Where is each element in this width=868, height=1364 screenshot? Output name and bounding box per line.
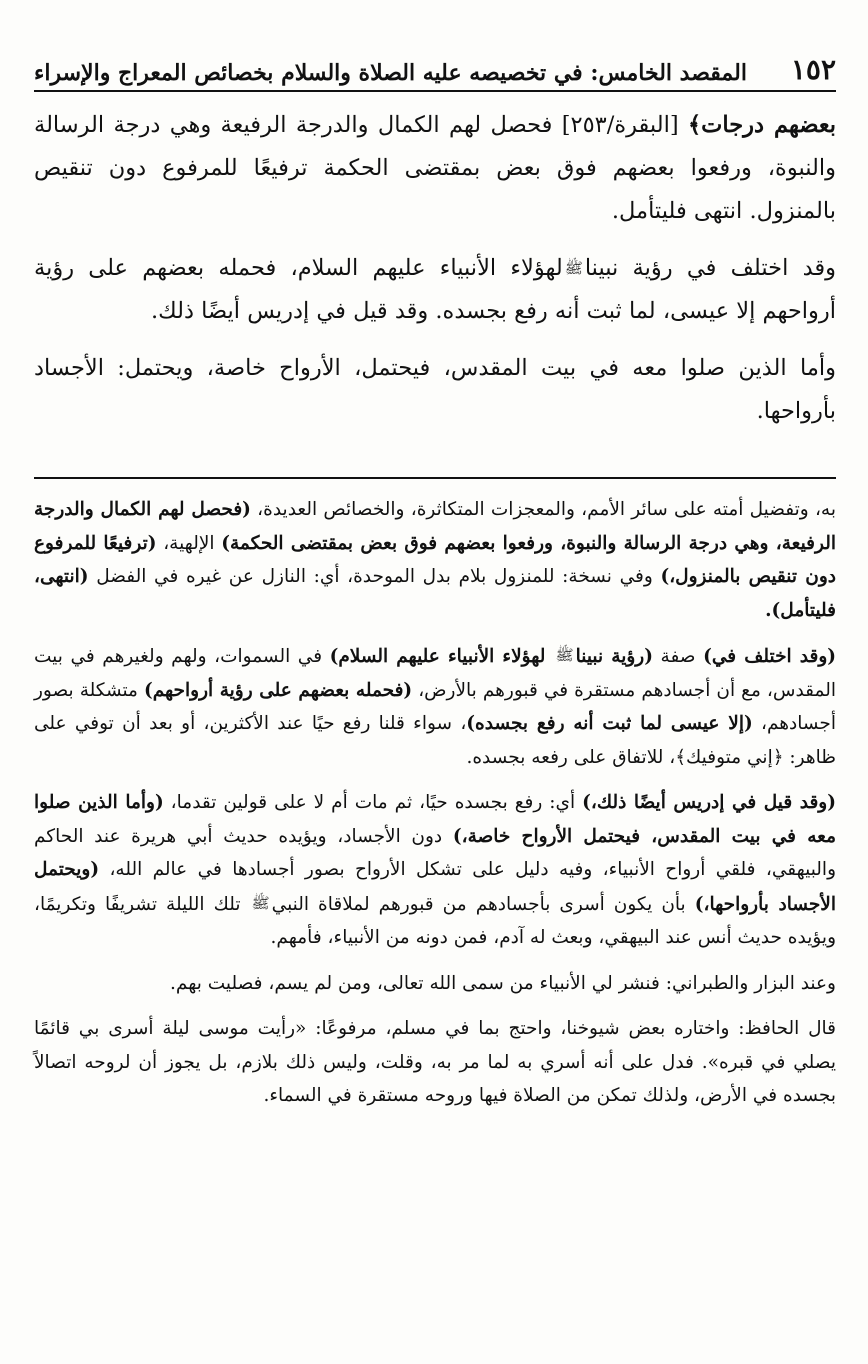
quoted-text-segment: (ترفيعًا للمرفوع دون تنقيص بالمنزول،) [34,532,836,587]
quoted-text-segment: (رؤية نبينا [575,646,653,667]
commentary-paragraph-1 [34,493,836,627]
quoted-text-segment: لهؤلاء الأنبياء عليهم السلام) [329,646,554,667]
main-text [34,104,836,447]
text-segment: الإلهية، [156,532,222,554]
quoted-text-segment: بعضهم درجات﴾ [687,112,836,138]
quoted-text-segment: (انتهى، فليتأمل). [34,566,836,621]
main-paragraph-3: وأما الذين صلوا معه في بيت المقدس، فيحتمل، الأرواح خاصة، ويحتمل: الأجساد بأرواحها. [34,355,836,424]
text-segment: متشكلة بصور أجسادهم، [34,679,837,734]
salawat-icon: ﷺ [555,646,574,664]
text-segment: صفة [652,646,704,667]
text-segment: في السموات، ولهم ولغيرهم في بيت المقدس، مع أن أجسادهم مستقرة في قبورهم بالأرض، [34,646,836,701]
running-title: المقصد الخامس: في تخصيصه عليه الصلاة والسلام بخصائص المعراج والإسراء [34,60,747,86]
text-segment: قال الحافظ: واختاره بعض شيوخنا، واحتج بما في مسلم، مرفوعًا: «رأيت موسى ليلة أسرى بي قائمًا يصلي في قبره». فدل على أنه أسري به لما مر به، وقلت، وليس ذلك بلازم، بل يجوز أن لروحه اتصالاً بجسده في الأرض، ولذلك تمكن من الصلاة فيها وروحه مستقرة في السماء. [34,1018,836,1106]
commentary-paragraph-3 [34,786,836,955]
salawat-icon: ﷺ [564,259,583,277]
text-segment: بأن يكون أسرى بأجسادهم من قبورهم لملاقاة النبي [271,893,695,915]
commentary-paragraph-2 [34,639,836,774]
commentary-paragraph-4: وعند البزار والطبراني: فنشر لي الأنبياء من سمى الله تعالى، ومن لم يسم، فصليت بهم. [170,972,836,994]
footnote-divider [34,477,836,479]
main-paragraph-1 [34,104,836,233]
text-segment: تلك الليلة تشريفًا وتكريمًا، ويؤيده حديث أنس عند البيهقي، وبعث له آدم، فمن دونه من الأنبياء، فأمهم. [34,893,836,948]
quoted-text-segment: (فحصل لهم الكمال والدرجة الرفيعة، وهي درجة الرسالة والنبوة، ورفعوا بعضهم فوق بعض بمقتضى الحكمة) [34,499,836,554]
text-segment: دون الأجساد، ويؤيده حديث أبي هريرة عند الحاكم والبيهقي، فلقي أرواح الأنبياء، وفيه دليل على تشكل الأرواح بصور أجسادها في عالم الله، [34,825,836,880]
text-segment: [البقرة/٢٥٣] فحصل لهم الكمال والدرجة الرفيعة وهي درجة الرسالة والنبوة، ورفعوا بعضهم فوق بعض بمقتضى الحكمة ترفيعًا للمرفوع دون تنقيص بالمنزول. انتهى فليتأمل. [34,112,836,224]
text-segment: وفي نسخة: للمنزول بلام بدل الموحدة، أي: النازل عن غيره في الفضل [88,566,661,587]
commentary-text [34,493,836,1125]
page-header [34,48,836,92]
commentary-paragraph-5 [34,1012,836,1113]
text-segment: به، وتفضيل أمته على سائر الأمم، والمعجزات المتكاثرة، والخصائص العديدة، [250,499,836,520]
quoted-text-segment: (وقد اختلف في) [703,646,837,667]
quoted-text-segment: (وقد قيل في إدريس أيضًا ذلك،) [582,792,836,813]
text-segment: ، سواء قلنا رفع حيًا عند الأكثرين، أو بعد أن توفي على ظاهر: ﴿إني متوفيك﴾، للاتفاق على رفعه بجسده. [34,713,836,768]
quoted-text-segment: (إلا عيسى لما ثبت أنه رفع بجسده) [466,713,753,734]
salawat-icon: ﷺ [251,893,270,912]
main-paragraph-2 [34,247,836,333]
text-segment: أي: رفع بجسده حيًا، ثم مات أم لا على قولين تقدما، [163,792,583,813]
quoted-text-segment: (فحمله بعضهم على رؤية أرواحهم) [143,679,413,701]
main-paragraph-2-start: وقد اختلف في رؤية نبينا [584,255,837,281]
page-number: ١٥٢ [790,53,836,86]
quoted-text-segment: (ويحتمل الأجساد بأرواحها،) [34,859,836,915]
main-paragraph-2-end: لهؤلاء الأنبياء عليهم السلام، فحمله بعضهم على رؤية أرواحهم إلا عيسى، لما ثبت أنه رفع بجسده. وقد قيل في إدريس أيضًا ذلك. [34,255,836,324]
quoted-text-segment: (وأما الذين صلوا معه في بيت المقدس، فيحتمل الأرواح خاصة،) [34,792,836,847]
